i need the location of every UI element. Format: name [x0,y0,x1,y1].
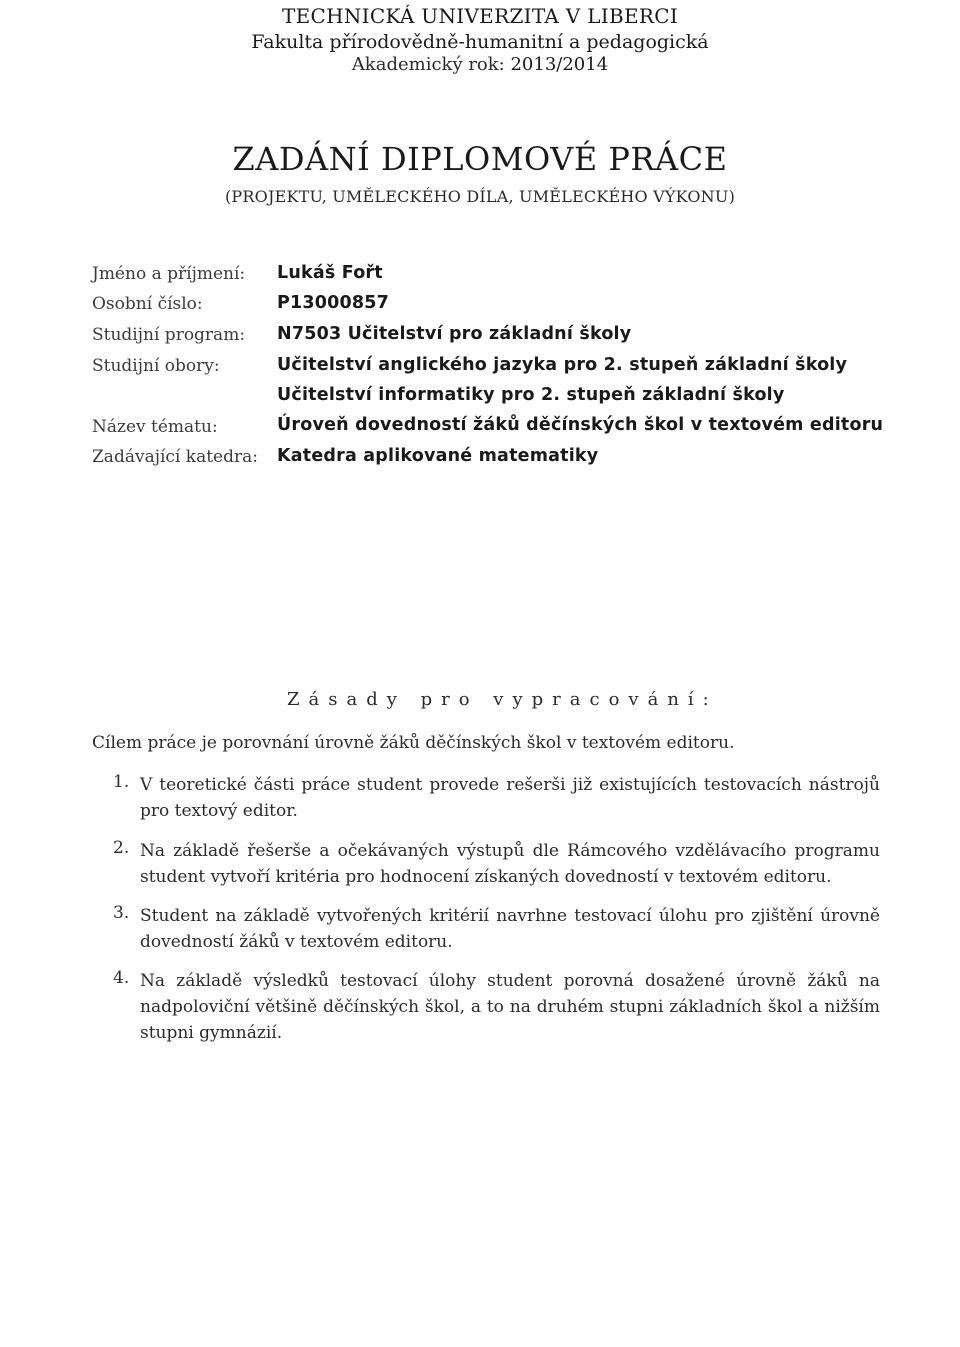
field-value-topic: Úroveň dovedností žáků děčínských škol v textovém editoru [277,415,884,435]
academic-year-label: Akademický rok: [351,54,505,75]
field-label-study-program: Studijní program: [92,325,246,345]
field-value-study-program: N7503 Učitelství pro základní školy [277,324,632,344]
field-label-study-fields: Studijní obory: [92,356,220,376]
list-item-number: 1. [113,772,130,792]
list-item-text: Na základě výsledků testovací úlohy student porovná dosažené úrovně žáků na nadpoloviční většině děčínských škol, a to na druhém stupni základních škol a nižším stupni gymnázií. [140,971,880,1043]
field-label-topic: Název tématu: [92,417,218,437]
document-title: ZADÁNÍ DIPLOMOVÉ PRÁCE [232,140,728,178]
list-item-number: 4. [113,968,130,988]
list-item-number: 3. [113,903,130,923]
field-value-name: Lukáš Fořt [277,263,383,283]
list-item-text: Na základě řešerše a očekávaných výstupů dle Rámcového vzdělávacího programu student vytvoří kritéria pro hodnocení získaných dovedností v textovém editoru. [140,841,880,887]
list-item-number: 2. [113,838,130,858]
field-label-name: Jméno a příjmení: [92,264,246,284]
faculty-name: Fakulta přírodovědně-humanitní a pedagogická [251,31,709,53]
principles-heading: Zásady pro vypracování: [287,689,718,710]
field-value-department: Katedra aplikované matematiky [277,446,599,466]
principles-intro: Cílem práce je porovnání úrovně žáků děčínských škol v textovém editoru. [92,733,735,753]
field-value-study-field-1: Učitelství anglického jazyka pro 2. stupeň základní školy [277,355,848,375]
university-name: TECHNICKÁ UNIVERZITA V LIBERCI [281,4,679,28]
academic-year-value: 2013/2014 [510,54,609,75]
list-item-text: V teoretické části práce student provede rešerši již existujících testovacích nástrojů pro textový editor. [140,775,880,821]
academic-year-line [0,54,960,75]
field-value-study-field-2: Učitelství informatiky pro 2. stupeň základní školy [277,385,785,405]
field-label-department: Zadávající katedra: [92,447,258,467]
field-value-personal-number: P13000857 [277,293,390,313]
document-subtitle: (PROJEKTU, UMĚLECKÉHO DÍLA, UMĚLECKÉHO VÝKONU) [224,187,736,206]
field-label-personal-number: Osobní číslo: [92,294,203,314]
list-item-text: Student na základě vytvořených kritérií navrhne testovací úlohu pro zjištění úrovně dovedností žáků v textovém editoru. [140,906,880,952]
